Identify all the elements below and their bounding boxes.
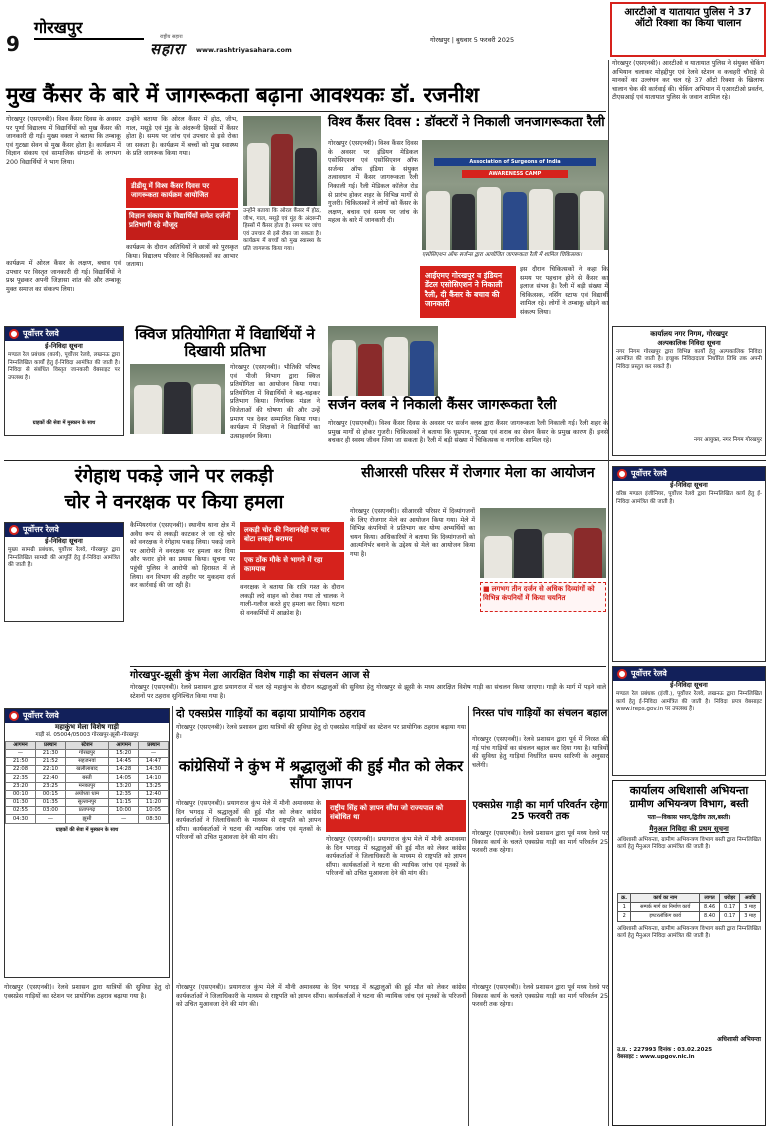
rail-notice-1-title: ई-निविदा सूचना (45, 342, 83, 350)
quiz-body: गोरखपुर (एसएनबी)। भौतिकी परिषद एवं पीजी विभाग द्वारा क्विज प्रतियोगिता का आयोजन किया गया। प्रतियोगिता में विद्यार्थियों ने बढ़-चढ़कर प्रतिभाग किया। निर्णायक मंडल ने विजेताओं की घोषणा की और उन्हें प्रमाण पत्र देकर सम्मानित किया गया। कार्यक्रम में शिक्षकों ने विद्यार्थियों का उत्साहवर्धन किया। (230, 364, 320, 440)
express-route-headline: एक्सप्रेस गाड़ी का मार्ग परिवर्तन रहेगा 25 फरवरी तक (472, 800, 608, 823)
timetable-header: प्रस्थान (139, 741, 169, 749)
ee-title-2: ग्रामीण अभियन्त्रण विभाग, बस्ती (629, 799, 749, 811)
govt-notice (612, 326, 766, 456)
wood-headline-2: चोर ने वनरक्षक पर किया हमला (64, 491, 284, 513)
railway-logo-icon (617, 669, 627, 679)
lead-rule (6, 111, 606, 112)
timetable-cell: 14:45 (109, 758, 139, 766)
rail-notice-4-title: महाकुंभ मेला विशेष गाड़ी (55, 723, 119, 731)
newspaper-logo-sub: राष्ट्रीय सहारा (160, 34, 183, 40)
lead-box-1: डीडीयू में विश्व कैंसर दिवस पर जागरूकता कार्यक्रम आयोजित (126, 178, 238, 208)
sargan-photo (328, 326, 438, 396)
wood-body: कैम्पियरगंज (एसएनबी)। स्थानीय थाना क्षेत्र में अवैध रूप से लकड़ी काटकर ले जा रहे चोर को वनरक्षक ने रंगेहाथ पकड़ लिया। पकड़े जाने पर आरोपी ने वनरक्षक पर हमला कर दिया और फरार होने का प्रयास किया। सूचना पर पहुंची पुलिस ने आरोपी को हिरासत में ले लिया। वन विभाग की तहरीर पर मुकदमा दर्ज कर कार्रवाई की जा रही है। (130, 522, 235, 590)
tender-row (618, 912, 761, 921)
rail-notice-2-header: पूर्वोत्तर रेलवे (23, 525, 59, 534)
timetable-cell: 14:05 (109, 774, 139, 782)
rail-notice-2 (4, 522, 124, 622)
lead-body-1: गोरखपुर (एसएनबी)। विश्व कैंसर दिवस के अवसर पर पूर्णा विद्यालय में विद्यार्थियों को मुख कैंसर की जानकारी दी गई। मुख्य वक्ता ने बताया कि तम्बाकू एवं गुटखा सेवन से मुख कैंसर होता है। कार्यक्रम में विज्ञान संकाय एवं सामाजिक संगठनों के लगभग 200 विद्यार्थियों ने भाग लिया। (6, 116, 121, 166)
job-fair-photo (480, 508, 606, 578)
timetable-row (6, 815, 169, 823)
timetable-header: स्टेशन (65, 741, 108, 749)
column-rule (608, 60, 609, 1126)
timetable-cell: 14:30 (139, 766, 169, 774)
congress-body-2: गोरखपुर (एसएनबी)। प्रयागराज कुंभ मेले में मौनी अमावस्या के दिन भगदड़ में श्रद्धालुओं की हुई मौत को लेकर कांग्रेस कार्यकर्ताओं ने जिलाधिकारी के माध्यम से राष्ट्रपति को ज्ञापन सौंपा। कार्यकर्ताओं ने घटना की न्यायिक जांच एवं मृतकों के परिजनों को उचित मुआवजा देने की मांग की। (326, 836, 466, 878)
sargan-body: गोरखपुर (एसएनबी)। विश्व कैंसर दिवस के अवसर पर सर्जन क्लब द्वारा कैंसर जागरूकता रैली निकाली गई। रैली शहर के प्रमुख मार्गों से होकर गुजरी। चिकित्सकों ने बताया कि धूम्रपान, गुटखा एवं शराब का सेवन कैंसर के प्रमुख कारण हैं। इनसे बचकर ही स्वस्थ जीवन जिया जा सकता है। रैली में बड़ी संख्या में चिकित्सक व नागरिक शामिल रहे। (328, 420, 608, 445)
timetable-cell: 10:00 (109, 807, 139, 815)
rail-notice-1-header: पूर्वोत्तर रेलवे (23, 329, 59, 338)
timetable-cell: — (139, 749, 169, 757)
timetable-cell: 21:30 (35, 749, 65, 757)
lead-box-2: विज्ञान संकाय के विद्यार्थियों समेत दर्जनों प्रतिभागी रहे मौजूद (126, 210, 238, 240)
tender-cell: 2 (618, 912, 631, 921)
timetable-cell: 11:15 (109, 798, 139, 806)
rally-banner-2: AWARENESS CAMP (462, 170, 568, 178)
timetable-cell: 22:08 (6, 766, 36, 774)
tender-row (618, 903, 761, 912)
tender-cell: 0.17 (720, 912, 740, 921)
job-fair-box (480, 582, 606, 612)
quiz-photo (130, 364, 225, 434)
govt-notice-body: नगर निगम गोरखपुर द्वारा विभिन्न कार्यों हेतु अल्पकालिक निविदा आमंत्रित की जाती है। इच्छुक निविदादाता निर्धारित तिथि तक अपनी निविदा प्रस्तुत कर सकते हैं। (616, 348, 762, 371)
rail-notice-3 (612, 466, 766, 662)
timetable-row (6, 807, 169, 815)
column-rule (468, 706, 469, 1126)
timetable-cell: 01:30 (6, 798, 36, 806)
rail-notice-3-title: ई-निविदा सूचना (670, 481, 708, 489)
bottom-filler-1: गोरखपुर (एसएनबी)। रेलवे प्रशासन द्वारा यात्रियों की सुविधा हेतु दो एक्सप्रेस गाड़ियों का स्टेशन पर प्रायोगिक ठहराव बढ़ाया गया है। (4, 984, 170, 1000)
timetable-cell: 12:35 (109, 790, 139, 798)
timetable-cell: 15:20 (109, 749, 139, 757)
rail-notice-1-body: मण्डल रेल प्रबंधक (कार्य), पूर्वोत्तर रेलवे, लखनऊ द्वारा निम्नलिखित कार्यों हेतु ई-निविदा आमंत्रित की जाती है। निविदा से संबंधित विस्तृत जानकारी वेबसाइट पर उपलब्ध है। (8, 352, 120, 381)
rally-headline: विश्व कैंसर दिवस : डॉक्टरों ने निकाली जनजागरूकता रैली (328, 115, 605, 130)
lead-photo (243, 116, 321, 206)
govt-notice-sign: नगर आयुक्त, नगर निगम गोरखपुर (694, 436, 762, 443)
timetable-cell: बस्ती (65, 774, 108, 782)
tender-cell: 3 माह (740, 912, 761, 921)
rail-notice-4-subtitle: गाड़ी सं. 05004/05003 गोरखपुर-झूसी-गोरखपुर (35, 731, 139, 738)
tender-cell: 8.40 (700, 912, 720, 921)
congress-headline: कांग्रेसियों ने कुंभ में श्रद्धालुओं की हुई मौत को लेकर सौंपा ज्ञापन (178, 757, 464, 792)
tender-cell: 1 (618, 903, 631, 912)
job-fair-headline: सीआरसी परिसर में रोजगार मेला का आयोजन (361, 465, 595, 481)
rally-caption: एसोसिएशन ऑफ सर्जन्स द्वारा आयोजित जागरूकता रैली में शामिल चिकित्सक। (422, 252, 582, 258)
timetable-cell: प्रतापगढ़ (65, 807, 108, 815)
timetable-cell: 00:10 (6, 790, 36, 798)
ee-body: अधिशासी अभियन्ता, ग्रामीण अभियन्त्रण विभाग बस्ती द्वारा निम्नलिखित कार्य हेतु मैनुअल निविदा आमंत्रित की जाती है। (617, 836, 761, 851)
column-rule (172, 706, 173, 1126)
rail-notice-4-footer: ग्राहकों की सेवा में मुस्कान के साथ (55, 826, 119, 833)
timetable-cell: 11:20 (139, 798, 169, 806)
rail-notice-3-header: पूर्वोत्तर रेलवे (631, 469, 667, 478)
rally-banner-1: Association of Surgeons of India (434, 158, 596, 166)
timetable-row (6, 782, 169, 790)
timetable-header: आगमन (6, 741, 36, 749)
website-url[interactable]: www.rashtriyasahara.com (196, 46, 292, 54)
rail-notice-5-header: पूर्वोत्तर रेलवे (631, 669, 667, 678)
tender-cell: सम्पर्क मार्ग का निर्माण कार्य (631, 903, 700, 912)
timetable-cell: 22:35 (6, 774, 36, 782)
railway-logo-icon (617, 469, 627, 479)
trains-five-body: गोरखपुर (एसएनबी)। रेलवे प्रशासन द्वारा पूर्व में निरस्त की गई पांच गाड़ियों का संचलन बहाल कर दिया गया है। यात्रियों की सुविधा हेतु गाड़ियां निर्धारित समय सारिणी के अनुसार चलेंगी। (472, 736, 608, 769)
timetable-cell: — (109, 815, 139, 823)
top-brief (610, 2, 766, 57)
timetable-cell: 00:15 (35, 790, 65, 798)
timetable-cell: — (6, 749, 36, 757)
tender-cell: 3 माह (740, 903, 761, 912)
bottom-filler-3: गोरखपुर (एसएनबी)। रेलवे प्रशासन द्वारा पूर्व मध्य रेलवे पर विकास कार्य के चलते एक्सप्रेस गाड़ी का मार्ग परिवर्तन 25 फरवरी तक रहेगा। (472, 984, 608, 1009)
bullet-icon (483, 585, 492, 593)
rail-notice-4 (4, 708, 170, 978)
rail-notice-3-body: वरिष्ठ मण्डल इंजीनियर, पूर्वोत्तर रेलवे द्वारा निम्नलिखित कार्य हेतु ई-निविदा आमंत्रित की जाती है। (616, 491, 762, 505)
timetable-cell: 13:20 (109, 782, 139, 790)
tender-header: धरोहर (720, 893, 740, 902)
timetable-header: प्रस्थान (35, 741, 65, 749)
newspaper-logo: सहारा (150, 40, 186, 58)
kumbh-rule (130, 666, 606, 667)
tender-cell: 8.46 (700, 903, 720, 912)
page-number: 9 (6, 32, 20, 56)
timetable-cell: सुल्तानपुर (65, 798, 108, 806)
timetable-row (6, 749, 169, 757)
timetable-cell: मनकापुर (65, 782, 108, 790)
govt-notice-title: अल्पकालिक निविदा सूचना (657, 338, 721, 347)
timetable-cell: 22:40 (35, 774, 65, 782)
halt-body: गोरखपुर (एसएनबी)। रेलवे प्रशासन द्वारा यात्रियों की सुविधा हेतु दो एक्सप्रेस गाड़ियों का स्टेशन पर प्रायोगिक ठहराव बढ़ाया गया है। (176, 724, 466, 740)
timetable (5, 741, 169, 824)
timetable-cell: 01:35 (35, 798, 65, 806)
timetable-cell: — (35, 815, 65, 823)
wood-box-1: लकड़ी चोर की निशानदेही पर चार बोटा लकड़ी बरामद (240, 522, 344, 550)
timetable-cell: 21:52 (35, 758, 65, 766)
ee-sign: अधिशासी अभियन्ता (717, 1035, 761, 1043)
wood-headline-1: रंगेहाथ पकड़े जाने पर लकड़ी (74, 465, 274, 487)
quiz-headline: क्विज प्रतियोगिता में विद्यार्थियों ने दिखायी प्रतिभा (135, 325, 315, 360)
ee-footer-left: उ.प्र. : 227993 दिनांक : 03.02.2025 (617, 1047, 713, 1053)
timetable-cell: खलीलाबाद (65, 766, 108, 774)
timetable-cell: 12:40 (139, 790, 169, 798)
rail-notice-5 (612, 666, 766, 776)
timetable-cell: 21:50 (6, 758, 36, 766)
railway-logo-icon (9, 711, 19, 721)
timetable-row (6, 774, 169, 782)
rail-notice-4-header: पूर्वोत्तर रेलवे (23, 711, 59, 720)
halt-headline: दो एक्सप्रेस गाड़ियों का बढ़ाया प्रायोगिक ठहराव (176, 707, 366, 720)
timetable-cell: 14:28 (109, 766, 139, 774)
timetable-row (6, 798, 169, 806)
timetable-cell: 13:25 (139, 782, 169, 790)
railway-logo-icon (9, 329, 19, 339)
mid-rule (4, 460, 766, 461)
rally-photo (422, 140, 608, 250)
timetable-cell: 03:00 (35, 807, 65, 815)
congress-body: गोरखपुर (एसएनबी)। प्रयागराज कुंभ मेले में मौनी अमावस्या के दिन भगदड़ में श्रद्धालुओं की हुई मौत को लेकर कांग्रेस कार्यकर्ताओं ने जिलाधिकारी के माध्यम से राष्ट्रपति को ज्ञापन सौंपा। कार्यकर्ताओं ने घटना की न्यायिक जांच एवं मृतकों के परिजनों को उचित मुआवजा देने की मांग की। (176, 800, 321, 842)
ee-title-1: कार्यालय अधिशासी अभियन्ता (629, 784, 749, 797)
rail-notice-5-title: ई-निविदा सूचना (670, 681, 708, 689)
ee-table (617, 893, 761, 922)
govt-notice-office: कार्यालय नगर निगम, गोरखपुर (650, 330, 728, 338)
tender-cell: 0.17 (720, 903, 740, 912)
ee-address: पता—विकास भवन,द्वितीय तल,बस्ती। (647, 813, 731, 821)
tender-header: अवधि (740, 893, 761, 902)
timetable-cell: झूसी (65, 815, 108, 823)
express-route-body: गोरखपुर (एसएनबी)। रेलवे प्रशासन द्वारा पूर्व मध्य रेलवे पर विकास कार्य के चलते एक्सप्रेस गाड़ी का मार्ग परिवर्तन 25 फरवरी तक रहेगा। (472, 830, 608, 855)
sargan-headline: सर्जन क्लब ने निकाली कैंसर जागरूकता रैली (328, 397, 557, 413)
job-fair-box-text: लगभग तीन दर्जन से अधिक दिव्यांगों को विभिन्न कंपनियों में किया चयनित (483, 585, 595, 602)
wood-body-2: वनरक्षक ने बताया कि रात्रि गश्त के दौरान लकड़ी लदे वाहन को रोका गया तो चालक ने गाली-गलौज करते हुए हमला कर दिया। घटना से वनकर्मियों में आक्रोश है। (240, 584, 344, 617)
timetable-row (6, 758, 169, 766)
tender-header: क्र. (618, 893, 631, 902)
timetable-cell: 04:30 (6, 815, 36, 823)
timetable-cell: 14:10 (139, 774, 169, 782)
tender-header: लागत (700, 893, 720, 902)
railway-logo-icon (9, 525, 19, 535)
lead-body-3: कार्यक्रम में ओरल कैंसर के लक्षण, बचाव एवं उपचार पर विस्तृत जानकारी दी गई। विद्यार्थियों ने प्रश्न पूछकर अपनी जिज्ञासा शांत की और तम्बाकू मुक्त समाज का संकल्प लिया। (6, 260, 121, 293)
tender-header: कार्य का नाम (631, 893, 700, 902)
ee-subtitle: मैनुअल निविदा की प्रथम सूचना (649, 825, 729, 833)
lead-headline: मुख कैंसर के बारे में जागरूकता बढ़ाना आवश्यकः डॉ. रजनीश (6, 83, 480, 107)
top-brief-body: गोरखपुर (एसएनबी)। आरटीओ व यातायात पुलिस ने संयुक्त चेकिंग अभियान चलाकर मोहद्दीपुर एवं रेलवे स्टेशन व कचहरी चौराहे से मानकों का उल्लंघन कर चल रहे 37 ऑटो रिक्शा के खिलाफ चालान चेक की कार्रवाई की। चेकिंग अभियान में एआरटीओ प्रवर्तन, टीएसआई एवं यातायात पुलिस के जवान शामिल रहे। (612, 60, 764, 102)
rally-body: गोरखपुर (एसएनबी)। विश्व कैंसर दिवस के अवसर पर इंडियन मेडिकल एसोसिएशन एवं एसोसिएशन ऑफ सर्जन्स ऑफ इंडिया के संयुक्त तत्वावधान में कैंसर जागरूकता रैली निकाली गई। रैली मेडिकल कॉलेज रोड से प्रारंभ होकर शहर के विभिन्न मार्गों से गुजरी। चिकित्सकों ने लोगों को कैंसर के लक्षण, बचाव एवं समय पर जांच के महत्व के बारे में जानकारी दी। (328, 140, 419, 225)
kumbh-headline: गोरखपुर-झूसी कुंभ मेला आरक्षित विशेष गाड़ी का संचलन आज से (130, 670, 370, 681)
timetable-cell: 22:10 (35, 766, 65, 774)
rally-body-2: इस दौरान चिकित्सकों ने कहा कि समय पर पहचान होने से कैंसर का इलाज संभव है। रैली में बड़ी संख्या में चिकित्सक, नर्सिंग स्टाफ एवं विद्यार्थी शामिल रहे। लोगों ने तम्बाकू छोड़ने का संकल्प लिया। (520, 266, 608, 316)
lead-body-2: उन्होंने बताया कि ओरल कैंसर में होठ, जीभ, गाल, मसूड़े एवं मुंह के अंदरूनी हिस्सों में कैंसर होता है। समय पर जांच एवं उपचार से इसे रोका जा सकता है। कार्यक्रम में बच्चों को मुख स्वास्थ्य के प्रति जागरूक किया गया। (126, 116, 238, 158)
ee-footer-website[interactable]: वेबसाइट : www.upgov.nic.in (617, 1053, 695, 1060)
timetable-cell: 23:20 (6, 782, 36, 790)
top-brief-headline: आरटीओ व यातायात पुलिस ने 37 ऑटो रिक्शा का किया चालान (624, 7, 752, 30)
timetable-cell: 08:30 (139, 815, 169, 823)
kumbh-body: गोरखपुर (एसएनबी)। रेलवे प्रशासन द्वारा प्रयागराज में चल रहे महाकुंभ के दौरान श्रद्धालुओं की सुविधा हेतु गोरखपुर से झूसी के मध्य आरक्षित विशेष गाड़ी का संचलन किया जाएगा। गाड़ी के मार्ग में पड़ने वाले स्टेशनों पर ठहराव सुनिश्चित किया गया है। (130, 684, 606, 700)
timetable-header: आगमन (109, 741, 139, 749)
ee-body-2: अधिशासी अभियन्ता, ग्रामीण अभियन्त्रण विभाग बस्ती द्वारा निम्नलिखित कार्य हेतु मैनुअल निविदा आमंत्रित की जाती है। (617, 925, 761, 940)
tender-cell: इण्टरलॉकिंग कार्य (631, 912, 700, 921)
timetable-row (6, 790, 169, 798)
section-title: गोरखपुर (34, 18, 83, 37)
date-line: गोरखपुर | बुधवार 5 फरवरी 2025 (430, 36, 515, 44)
lead-body-4: कार्यक्रम के दौरान अतिथियों ने छात्रों को पुरस्कृत किया। विद्यालय परिवार ने चिकित्सकों का आभार जताया। (126, 244, 238, 269)
ee-notice (612, 780, 766, 1126)
timetable-cell: अयोध्या धाम (65, 790, 108, 798)
rail-notice-2-title: ई-निविदा सूचना (45, 537, 83, 545)
section-underline (34, 38, 144, 40)
lead-photo-side: उन्होंने बताया कि ओरल कैंसर में होठ, जीभ, गाल, मसूड़े एवं मुंह के अंदरूनी हिस्सों में कैंसर होता है। समय पर जांच एवं उपचार से इसे रोका जा सकता है। कार्यक्रम में बच्चों को मुख स्वास्थ्य के प्रति जागरूक किया गया। (243, 208, 321, 252)
rail-notice-1-footer: ग्राहकों की सेवा में मुस्कान के साथ (32, 420, 96, 427)
congress-box: राष्ट्रीय सिंह को ज्ञापन सौंपा जो राज्यपाल को संबोधित था (326, 800, 466, 832)
timetable-cell: गोरखपुर (65, 749, 108, 757)
wood-box-2: एक ठोंक मौके से भागने में रहा कामयाब (240, 552, 344, 580)
timetable-cell: 10:05 (139, 807, 169, 815)
timetable-cell: 14:47 (139, 758, 169, 766)
timetable-row (6, 766, 169, 774)
timetable-cell: 23:25 (35, 782, 65, 790)
timetable-cell: सहजनवां (65, 758, 108, 766)
rail-notice-5-body: मण्डल रेल प्रबंधक (इंजी.), पूर्वोत्तर रेलवे, लखनऊ द्वारा निम्नलिखित कार्य हेतु ई-निविदा आमंत्रित की जाती है। निविदा प्रपत्र वेबसाइट www.ireps.gov.in पर उपलब्ध है। (616, 691, 762, 713)
rail-notice-1 (4, 326, 124, 436)
job-fair-body: गोरखपुर (एसएनबी)। सीआरसी परिसर में दिव्यांगजनों के लिए रोजगार मेले का आयोजन किया गया। मेले में विभिन्न कंपनियों ने प्रतिभाग कर योग्य अभ्यर्थियों का चयन किया। अधिकारियों ने बताया कि दिव्यांगजनों को आत्मनिर्भर बनाने के उद्देश्य से मेले का आयोजन किया गया है। (350, 508, 475, 558)
trains-five-headline: निरस्त पांच गाड़ियों का संचलन बहाल (472, 708, 608, 719)
bottom-filler-2: गोरखपुर (एसएनबी)। प्रयागराज कुंभ मेले में मौनी अमावस्या के दिन भगदड़ में श्रद्धालुओं की हुई मौत को लेकर कांग्रेस कार्यकर्ताओं ने जिलाधिकारी के माध्यम से राष्ट्रपति को ज्ञापन सौंपा। कार्यकर्ताओं ने घटना की न्यायिक जांच एवं मृतकों के परिजनों को उचित मुआवजा देने की मांग की। (176, 984, 466, 1009)
timetable-cell: 02:55 (6, 807, 36, 815)
rally-box: आईएमए गोरखपुर व इंडियन डेंटल एसोसिएशन ने निकाली रैली, दी कैंसर के बचाव की जानकारी (420, 266, 516, 318)
rail-notice-2-body: मुख्य सामग्री प्रबंधक, पूर्वोत्तर रेलवे, गोरखपुर द्वारा निम्नलिखित सामग्री की आपूर्ति हेतु ई-निविदा आमंत्रित की जाती है। (8, 547, 120, 569)
